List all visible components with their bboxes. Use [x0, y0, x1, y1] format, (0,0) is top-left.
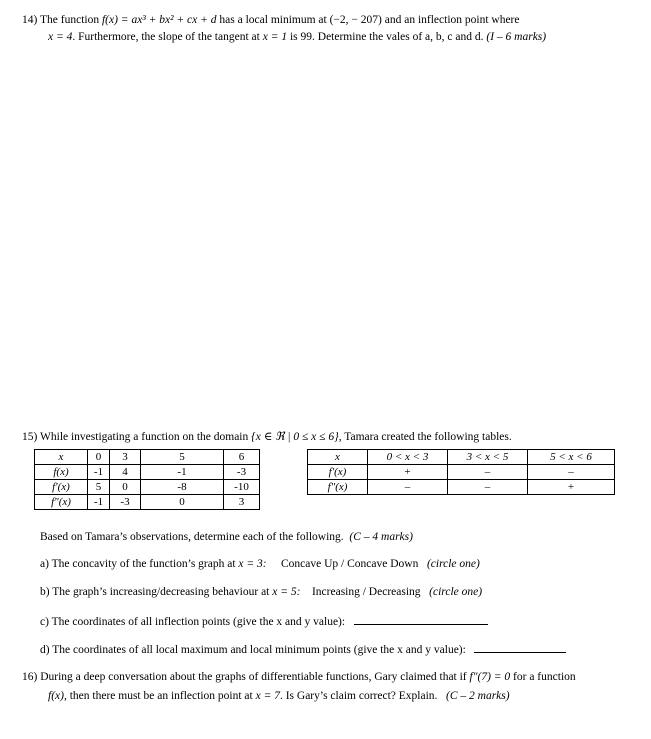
q16-point: x = 7	[255, 690, 280, 702]
q15-number: 15)	[22, 431, 38, 443]
q14-line2	[48, 31, 546, 43]
table2-cell: –	[448, 480, 528, 495]
table2-row-label: f′(x)	[308, 465, 368, 480]
q16-function: f(x)	[48, 690, 64, 702]
table1-cell: -1	[88, 465, 110, 480]
table1-cell: 0	[141, 495, 224, 510]
table2-cell: +	[368, 465, 448, 480]
table-row	[35, 495, 260, 510]
q14-number: 14)	[22, 14, 38, 26]
q14-text-5: is 99. Determine the vales of a, b, c and d.	[289, 31, 484, 43]
q15-part-d	[40, 642, 566, 656]
q14-local-min-point: (−2, − 207)	[329, 14, 382, 26]
q15-part-c	[40, 614, 488, 628]
table1-cell: 5	[88, 480, 110, 495]
table1-cell: -10	[224, 480, 260, 495]
table2-cell: +	[528, 480, 615, 495]
part-b-hint: (circle one)	[429, 586, 483, 598]
part-a-label: a) The concavity of the function’s graph at	[40, 558, 236, 570]
table1-row-label: f″(x)	[35, 495, 88, 510]
table1-header: 0	[88, 450, 110, 465]
table1-cell: -1	[88, 495, 110, 510]
part-b-x: x = 5:	[272, 586, 301, 598]
q15-part-a	[40, 558, 480, 570]
table1-header: 6	[224, 450, 260, 465]
table-row	[35, 450, 260, 465]
part-b-options[interactable]: Increasing / Decreasing	[311, 586, 421, 598]
table2-cell: –	[528, 465, 615, 480]
table2-header-x: x	[308, 450, 368, 465]
part-c-answer-line[interactable]	[354, 614, 488, 625]
q16-marks: (C – 2 marks)	[446, 690, 510, 702]
part-b-label: b) The graph’s increasing/decreasing behaviour at	[40, 586, 270, 598]
table2-header: 5 < x < 6	[528, 450, 615, 465]
q16-text-2: for a function	[513, 671, 576, 683]
table1-cell: -3	[110, 495, 141, 510]
table1-cell: -1	[141, 465, 224, 480]
q14-text-3: and an inflection point where	[384, 14, 520, 26]
table1-header: 5	[141, 450, 224, 465]
table1-cell: 3	[224, 495, 260, 510]
q15-intro	[22, 429, 512, 443]
part-d-answer-line[interactable]	[474, 642, 566, 653]
q16-line1	[22, 671, 576, 683]
q15-observe-text: Based on Tamara’s observations, determine each of the following.	[40, 531, 344, 543]
q16-text-3: , then there must be an inflection point at	[63, 690, 253, 702]
q16-text-1: During a deep conversation about the graphs of differentiable functions, Gary claimed that if	[40, 671, 467, 683]
part-d-text: d) The coordinates of all local maximum and local minimum points (give the x and y value):	[40, 644, 466, 656]
table1-cell: 0	[110, 480, 141, 495]
q15-observe-marks: (C – 4 marks)	[349, 531, 413, 543]
table2-cell: –	[368, 480, 448, 495]
table1-header-x: x	[35, 450, 88, 465]
q14-text-1: The function	[40, 14, 100, 26]
part-a-hint: (circle one)	[426, 558, 480, 570]
q16-number: 16)	[22, 671, 38, 683]
table-row	[35, 480, 260, 495]
q16-condition: f″(7) = 0	[469, 671, 511, 683]
table1-cell: -8	[141, 480, 224, 495]
q15-values-table	[34, 449, 260, 510]
table1-cell: 4	[110, 465, 141, 480]
part-a-options[interactable]: Concave Up / Concave Down	[281, 558, 419, 570]
part-a-x: x = 3:	[238, 558, 267, 570]
table1-header: 3	[110, 450, 141, 465]
q15-domain: {x ∈ ℜ | 0 ≤ x ≤ 6}	[251, 431, 339, 443]
q15-intro-text: While investigating a function on the domain	[40, 431, 249, 443]
table-row	[308, 480, 615, 495]
q16-text-4: . Is Gary’s claim correct? Explain.	[279, 690, 438, 702]
table1-row-label: f′(x)	[35, 480, 88, 495]
q14-text-4: . Furthermore, the slope of the tangent at	[72, 31, 260, 43]
q15-intro-post: , Tamara created the following tables.	[338, 431, 512, 443]
table1-row-label: f(x)	[35, 465, 88, 480]
table1-cell: -3	[224, 465, 260, 480]
q14-slope-x: x = 1	[262, 31, 288, 43]
q14-function-expression: f(x) = ax³ + bx² + cx + d	[101, 14, 217, 26]
table-row	[35, 465, 260, 480]
table-row	[308, 450, 615, 465]
part-c-text: c) The coordinates of all inflection points (give the x and y value):	[40, 616, 346, 628]
table2-cell: –	[448, 465, 528, 480]
q15-part-b	[40, 586, 482, 598]
q16-line2	[48, 690, 510, 702]
q15-sign-table	[307, 449, 615, 495]
q14-inflection-x: x = 4	[48, 31, 73, 43]
table-row	[308, 465, 615, 480]
q14-text-2: has a local minimum at	[219, 14, 327, 26]
table2-header: 0 < x < 3	[368, 450, 448, 465]
q14-line1	[22, 14, 520, 26]
q15-observe	[40, 531, 413, 543]
q14-marks: (I – 6 marks)	[486, 31, 547, 43]
table2-header: 3 < x < 5	[448, 450, 528, 465]
table2-row-label: f″(x)	[308, 480, 368, 495]
